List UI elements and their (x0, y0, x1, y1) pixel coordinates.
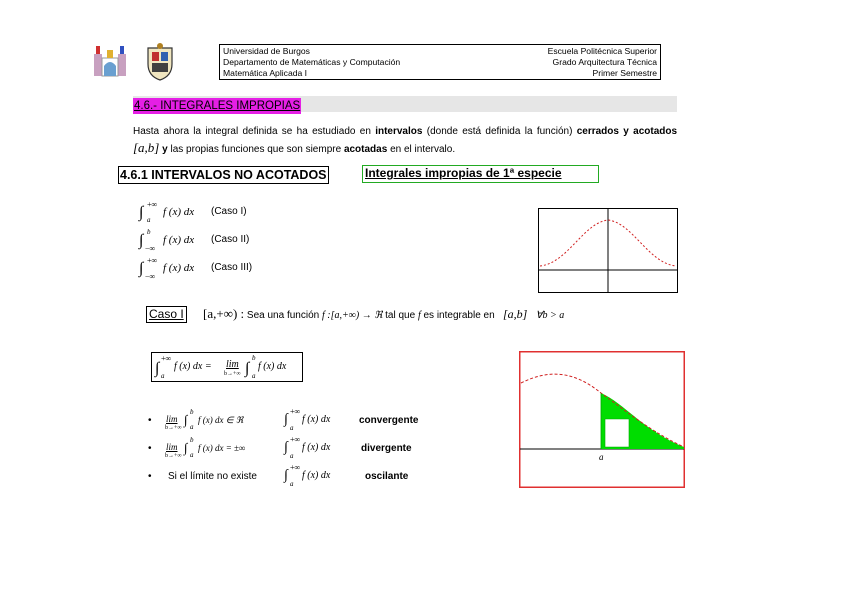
intro-bold-2: cerrados y acotados (576, 126, 678, 137)
list-item (148, 436, 448, 462)
integrand: f (x) dx (163, 262, 195, 274)
intro-math-interval: [a,b] (133, 140, 160, 155)
result-label: oscilante (365, 471, 409, 482)
lower-limit: −∞ (145, 272, 156, 281)
upper-limit: +∞ (290, 463, 301, 472)
case1-forall: ∀b > a (535, 310, 565, 321)
lower-limit: a (190, 423, 194, 431)
intro-text-2: (donde está definida la función) (426, 126, 573, 137)
condition: Si el límite no existe (168, 471, 257, 482)
intro-bold-1: intervalos (375, 126, 423, 137)
limit-subscript: b→+∞ (165, 453, 182, 459)
limit-subscript: b→+∞ (224, 371, 241, 377)
section-title: 4.6.- INTEGRALES IMPROPIAS (134, 100, 301, 112)
document-header (219, 44, 661, 80)
integral-sign: ∫ (184, 412, 188, 427)
integral-expr: f (x) dx (302, 414, 331, 425)
bell-curve-graph (538, 208, 678, 293)
intro-text-4: en el intervalo. (390, 144, 456, 155)
header-department: Departamento de Matemáticas y Computación (223, 57, 401, 67)
integral-sign: ∫ (245, 360, 250, 377)
bullet-dot: • (148, 443, 152, 454)
integral-sign: ∫ (284, 468, 288, 483)
bullet-dot: • (148, 471, 152, 482)
integral-sign: ∫ (284, 440, 288, 455)
upper-limit: b (190, 408, 194, 416)
header-degree: Grado Arquitectura Técnica (552, 57, 657, 67)
limit-subscript: b→+∞ (165, 425, 182, 431)
upper-limit: b (147, 228, 151, 236)
upper-limit: +∞ (290, 407, 301, 416)
case1-interval-ab: [a,b] (503, 307, 528, 321)
case1-f: f (417, 310, 421, 321)
integral-sign: ∫ (284, 412, 288, 427)
integral-expr: f (x) dx (302, 442, 331, 453)
case1-interval: [a,+∞) : (203, 306, 245, 321)
lower-limit: a (190, 451, 194, 459)
university-logo (92, 42, 128, 78)
graph-a-label: a (599, 452, 604, 462)
header-university: Universidad de Burgos (223, 46, 310, 56)
integral-sign: ∫ (184, 440, 188, 455)
condition: f (x) dx = ±∞ (198, 443, 246, 453)
limit-symbol: lim (166, 442, 178, 452)
upper-limit: b (190, 436, 194, 444)
definition-box (151, 352, 303, 382)
definition-lhs: f (x) dx = (174, 361, 212, 372)
header-course: Matemática Aplicada I (223, 68, 308, 78)
upper-limit: +∞ (147, 256, 158, 265)
lower-limit: a (290, 452, 294, 460)
section-title-bar (133, 96, 677, 112)
case1-text-3: es integrable en (423, 310, 495, 321)
case1-text-1: Sea una función (246, 310, 320, 321)
result-label: convergente (359, 415, 419, 426)
school-crest-logo (143, 42, 177, 82)
upper-limit: +∞ (161, 354, 172, 363)
case-row (139, 200, 399, 224)
upper-limit: b (252, 354, 256, 362)
case1-function: f :[a,+∞) → ℜ (321, 310, 383, 321)
lower-limit: a (147, 216, 151, 224)
upper-limit: +∞ (147, 200, 158, 209)
lower-limit: a (290, 480, 294, 488)
intro-text-3: las propias funciones que son siempre (170, 144, 342, 155)
case1-label: Caso I (146, 306, 187, 323)
case-label: (Caso II) (211, 234, 250, 245)
lower-limit: a (290, 424, 294, 432)
lower-limit: a (161, 372, 165, 380)
case-row (139, 228, 399, 252)
integral-sign: ∫ (139, 232, 144, 249)
case-row (139, 256, 399, 280)
integral-sign: ∫ (139, 204, 144, 221)
case-list (139, 200, 399, 280)
case1-text-2: tal que (385, 310, 416, 321)
case-label: (Caso I) (211, 206, 247, 217)
subsection-title: 4.6.1 INTERVALOS NO ACOTADOS (120, 168, 327, 182)
case1-statement (203, 306, 663, 324)
intro-text-1: Hasta ahora la integral definida se ha estudiado en (133, 126, 371, 137)
intro-bold-3: y (162, 144, 168, 155)
integral-sign: ∫ (139, 260, 144, 277)
list-item (148, 464, 448, 490)
integral-sign: ∫ (155, 360, 160, 377)
integral-expr: f (x) dx (302, 470, 331, 481)
condition: f (x) dx ∈ ℜ (198, 415, 244, 425)
subsection-box (362, 165, 599, 183)
area-under-curve-graph (519, 351, 685, 488)
subsection-box-label: Integrales impropias de 1ª especie (365, 166, 562, 180)
result-list (148, 408, 448, 493)
result-label: divergente (361, 443, 412, 454)
definition-rhs: f (x) dx (258, 361, 287, 372)
upper-limit: +∞ (290, 435, 301, 444)
intro-bold-4: acotadas (343, 144, 388, 155)
header-semester: Primer Semestre (592, 68, 657, 78)
intro-paragraph (133, 124, 677, 158)
lower-limit: −∞ (145, 244, 156, 253)
bullet-dot: • (148, 415, 152, 426)
limit-symbol: lim (166, 414, 178, 424)
list-item (148, 408, 448, 434)
header-school: Escuela Politécnica Superior (547, 46, 657, 56)
integrand: f (x) dx (163, 206, 195, 218)
integrand: f (x) dx (163, 234, 195, 246)
case-label: (Caso III) (211, 262, 253, 273)
lower-limit: a (252, 372, 256, 380)
limit-symbol: lim (226, 359, 239, 370)
